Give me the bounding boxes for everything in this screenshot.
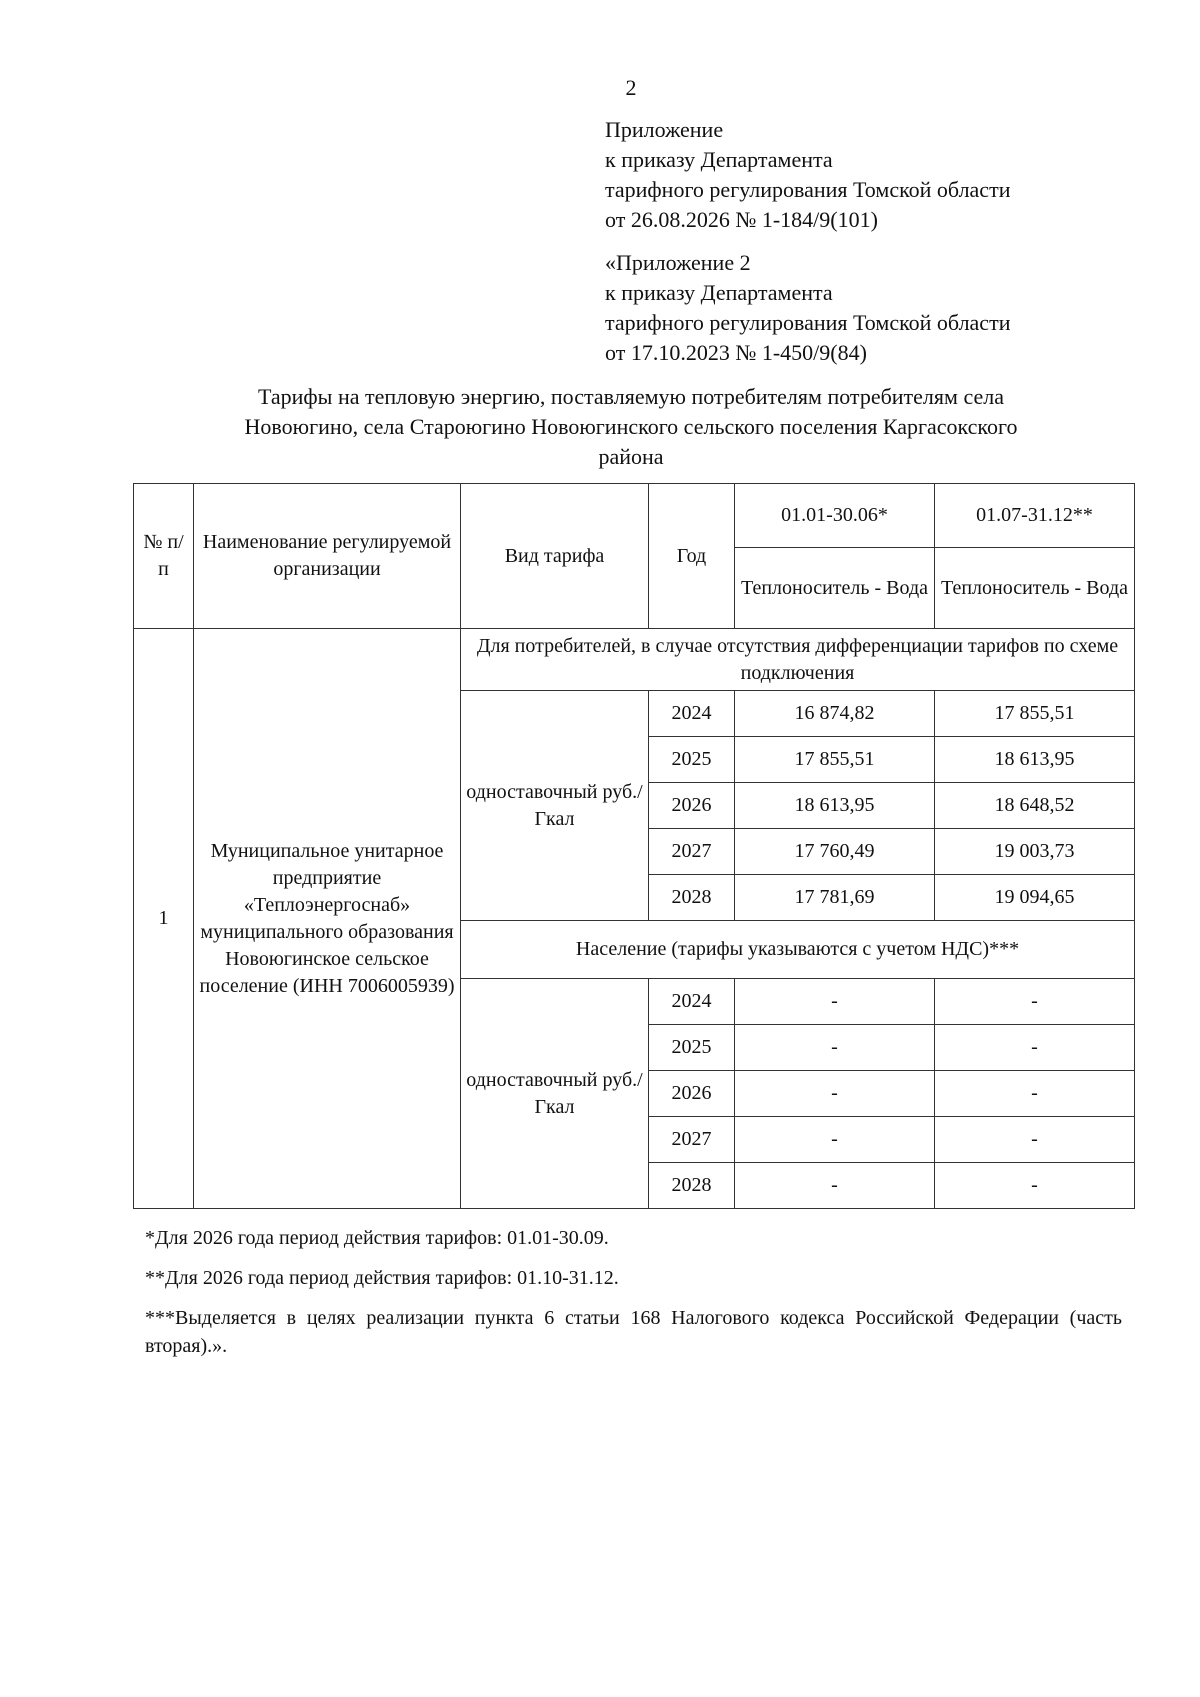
title-line: Тарифы на тепловую энергию, поставляемую потребителям потребителям села [257,384,1004,409]
organization-name: Муниципальное унитарное предприятие «Теплоэнергоснаб» муниципального образования Новоюгинское сельское поселение (ИНН 7006005939) [194,629,461,1209]
title-line: района [598,444,664,469]
footnote: **Для 2026 года период действия тарифов: 01.10-31.12. [145,1267,619,1289]
value-cell: - [735,979,935,1025]
header-org: Наименование регулируемой организации [194,484,461,629]
value-cell: 19 094,65 [935,875,1135,921]
appendix-line: тарифного регулирования Томской области [605,177,1011,202]
footnote: ***Выделяется в целях реализации пункта 6 статьи 168 Налогового кодекса Российской Федерации (часть вторая).». [145,1307,1122,1357]
value-cell: - [735,1117,935,1163]
year-cell: 2024 [649,979,735,1025]
value-cell: - [735,1163,935,1209]
value-cell: - [935,1117,1135,1163]
appendix-line: «Приложение 2 [605,250,751,275]
value-cell: 17 855,51 [735,737,935,783]
value-cell: - [935,1071,1135,1117]
value-cell: - [735,1025,935,1071]
header-tariff-type: Вид тарифа [461,484,649,629]
year-cell: 2026 [649,783,735,829]
tariff-type-cell: одноставочный руб./Гкал [461,691,649,921]
section-title: Для потребителей, в случае отсутствия дифференциации тарифов по схеме подключения [461,629,1135,691]
year-cell: 2025 [649,737,735,783]
header-carrier-2: Теплоноситель - Вода [935,548,1135,629]
document-title [150,382,1112,472]
value-cell: - [935,979,1135,1025]
value-cell: 18 648,52 [935,783,1135,829]
tariff-table [133,483,1135,1209]
footnote: *Для 2026 года период действия тарифов: 01.01-30.09. [145,1227,609,1249]
appendix-line: к приказу Департамента [605,147,833,172]
value-cell: 18 613,95 [735,783,935,829]
page-number: 2 [625,75,637,100]
appendix-line: к приказу Департамента [605,280,833,305]
appendix-line: от 17.10.2023 № 1-450/9(84) [605,340,867,365]
section-title: Население (тарифы указываются с учетом НДС)*** [461,921,1135,979]
year-cell: 2026 [649,1071,735,1117]
header-period-1: 01.01-30.06* [735,484,935,548]
appendix-header-current [605,115,1010,235]
value-cell: 16 874,82 [735,691,935,737]
value-cell: 17 781,69 [735,875,935,921]
year-cell: 2024 [649,691,735,737]
appendix-header-original [605,248,1010,368]
year-cell: 2027 [649,829,735,875]
title-line: Новоюгино, села Староюгино Новоюгинского сельского поселения Каргасокского [244,414,1018,439]
year-cell: 2025 [649,1025,735,1071]
appendix-line: от 26.08.2026 № 1-184/9(101) [605,207,878,232]
appendix-line: Приложение [605,117,724,142]
value-cell: 17 855,51 [935,691,1135,737]
value-cell: 19 003,73 [935,829,1135,875]
header-year: Год [649,484,735,629]
year-cell: 2027 [649,1117,735,1163]
value-cell: - [935,1025,1135,1071]
value-cell: - [935,1163,1135,1209]
header-num: № п/п [134,484,194,629]
header-carrier-1: Теплоноситель - Вода [735,548,935,629]
header-period-2: 01.07-31.12** [935,484,1135,548]
value-cell: 18 613,95 [935,737,1135,783]
value-cell: - [735,1071,935,1117]
value-cell: 17 760,49 [735,829,935,875]
tariff-type-cell: одноставочный руб./Гкал [461,979,649,1209]
row-number: 1 [134,629,194,1209]
year-cell: 2028 [649,1163,735,1209]
footnotes [145,1224,1122,1372]
appendix-line: тарифного регулирования Томской области [605,310,1011,335]
year-cell: 2028 [649,875,735,921]
